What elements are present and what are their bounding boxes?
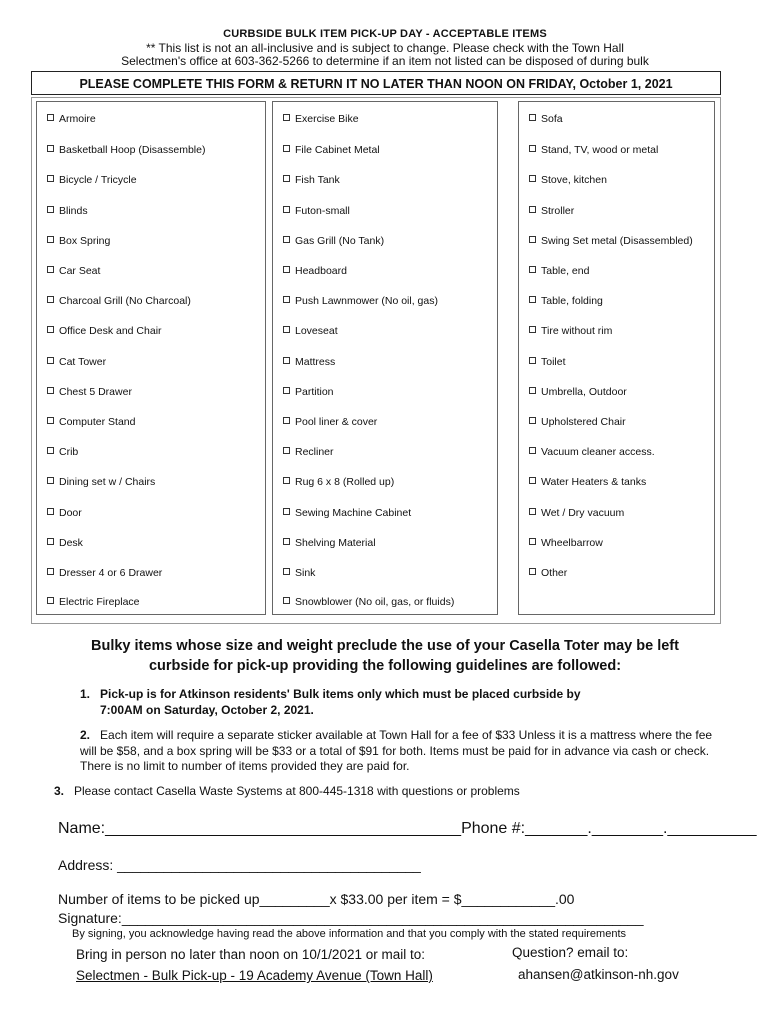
- guideline-2: 2. Each item will require a separate sticker available at Town Hall for a fee of $33 Unless it is a mattress where the fee will be $58, and a box spring will be $33 or a total of $91 for both. Items must be paid for in advance via cash or check. There is no limit to number of items provided they are paid for.: [80, 728, 713, 773]
- item-table-folding[interactable]: [529, 295, 603, 307]
- address-row: [58, 857, 421, 873]
- items-column-3: [518, 101, 715, 615]
- checkbox-icon[interactable]: [47, 538, 54, 545]
- checkbox-icon[interactable]: [529, 508, 536, 515]
- item-vacuum-cleaner-access[interactable]: [529, 446, 655, 458]
- item-label: Sewing Machine Cabinet: [295, 507, 412, 519]
- item-wheelbarrow[interactable]: [529, 537, 603, 549]
- item-tire-without-rim[interactable]: [529, 325, 612, 337]
- item-label: Door: [59, 507, 82, 519]
- checkbox-icon[interactable]: [529, 296, 536, 303]
- signature-field[interactable]: ___________________________________________________________________: [121, 910, 644, 926]
- checkbox-icon[interactable]: [47, 266, 54, 273]
- checkbox-icon[interactable]: [283, 296, 290, 303]
- item-dresser-4-or-6-drawer[interactable]: [47, 567, 162, 579]
- checkbox-icon[interactable]: [283, 145, 290, 152]
- item-electric-fireplace[interactable]: [47, 596, 140, 608]
- phone-field[interactable]: _______.________.__________: [525, 820, 757, 837]
- item-label: Stroller: [541, 205, 575, 217]
- checkbox-icon[interactable]: [47, 175, 54, 182]
- item-label: Car Seat: [59, 265, 101, 277]
- item-stand-tv-wood-or-metal[interactable]: [529, 144, 658, 156]
- item-label: Wet / Dry vacuum: [541, 507, 625, 519]
- item-office-desk-and-chair[interactable]: [47, 325, 162, 337]
- checkbox-icon[interactable]: [283, 447, 290, 454]
- checkbox-icon[interactable]: [283, 538, 290, 545]
- checkbox-icon[interactable]: [529, 206, 536, 213]
- checkbox-icon[interactable]: [47, 387, 54, 394]
- item-desk[interactable]: [47, 537, 83, 549]
- item-label: Swing Set metal (Disassembled): [541, 235, 693, 247]
- address-field[interactable]: _______________________________________: [117, 857, 421, 873]
- item-label: Box Spring: [59, 235, 111, 247]
- question-label: Question? email to:: [512, 945, 629, 960]
- item-blinds[interactable]: [47, 205, 88, 217]
- item-label: Cat Tower: [59, 356, 107, 368]
- checkbox-icon[interactable]: [47, 357, 54, 364]
- item-label: Exercise Bike: [295, 113, 359, 125]
- item-label: Mattress: [295, 356, 336, 368]
- item-label: Office Desk and Chair: [59, 325, 162, 337]
- item-label: Armoire: [59, 113, 96, 125]
- item-label: Loveseat: [295, 325, 338, 337]
- item-label: Sofa: [541, 113, 563, 125]
- guideline-1: 1. Pick-up is for Atkinson residents' Bulk items only which must be placed curbside by 7:00AM on Saturday, October 2, 2021.: [80, 687, 581, 717]
- name-label: Name:: [58, 820, 106, 837]
- item-label: Gas Grill (No Tank): [295, 235, 385, 247]
- deadline-banner: PLEASE COMPLETE THIS FORM & RETURN IT NO LATER THAN NOON ON FRIDAY, October 1, 2021: [31, 71, 721, 95]
- item-mattress[interactable]: [283, 356, 335, 368]
- item-label: Toilet: [541, 356, 566, 368]
- item-basketball-hoop-disassemble[interactable]: [47, 144, 205, 156]
- item-sofa[interactable]: [529, 113, 563, 125]
- checkbox-icon[interactable]: [283, 387, 290, 394]
- checkbox-icon[interactable]: [283, 568, 290, 575]
- checkbox-icon[interactable]: [283, 236, 290, 243]
- item-pool-liner-cover[interactable]: [283, 416, 377, 428]
- item-shelving-material[interactable]: [283, 537, 376, 549]
- checkbox-icon[interactable]: [529, 538, 536, 545]
- guideline-3: 3. Please contact Casella Waste Systems at 800-445-1318 with questions or problems: [54, 784, 520, 798]
- guidelines-intro: Bulky items whose size and weight preclude the use of your Casella Toter may be left curbside for pick-up providing the following guidelines are followed:: [91, 638, 679, 674]
- item-label: Shelving Material: [295, 537, 376, 549]
- checkbox-icon[interactable]: [283, 508, 290, 515]
- item-bicycle-tricycle[interactable]: [47, 174, 137, 186]
- item-partition[interactable]: [283, 386, 334, 398]
- checkbox-icon[interactable]: [529, 266, 536, 273]
- checkbox-icon[interactable]: [283, 266, 290, 273]
- item-label: Bicycle / Tricycle: [59, 174, 137, 186]
- item-charcoal-grill-no-charcoal[interactable]: [47, 295, 191, 307]
- checkbox-icon[interactable]: [47, 236, 54, 243]
- item-futon-small[interactable]: [283, 205, 350, 217]
- item-label: Pool liner & cover: [295, 416, 378, 428]
- disclaimer-line-1: ** This list is not an all-inclusive and is subject to change. Please check with the Town Hall: [146, 41, 624, 55]
- checkbox-icon[interactable]: [283, 326, 290, 333]
- item-label: Blinds: [59, 205, 88, 217]
- item-label: Electric Fireplace: [59, 596, 140, 608]
- item-stroller[interactable]: [529, 205, 574, 217]
- item-label: File Cabinet Metal: [295, 144, 380, 156]
- disclaimer-line-2: Selectmen's office at 603-362-5266 to determine if an item not listed can be disposed of during bulk: [121, 54, 649, 68]
- item-computer-stand[interactable]: [47, 416, 135, 428]
- checkbox-icon[interactable]: [47, 477, 54, 484]
- checkbox-icon[interactable]: [283, 175, 290, 182]
- checkbox-icon[interactable]: [529, 145, 536, 152]
- signature-label: Signature:: [58, 910, 122, 926]
- signature-row: [58, 910, 644, 926]
- item-stove-kitchen[interactable]: [529, 174, 607, 186]
- checkbox-icon[interactable]: [47, 326, 54, 333]
- item-label: Umbrella, Outdoor: [541, 386, 627, 398]
- bring-in-text: Bring in person no later than noon on 10/1/2021 or mail to:: [76, 947, 425, 962]
- item-label: Dining set w / Chairs: [59, 476, 156, 488]
- checkbox-icon[interactable]: [283, 206, 290, 213]
- checkbox-icon[interactable]: [529, 387, 536, 394]
- item-label: Stove, kitchen: [541, 174, 607, 186]
- item-snowblower-no-oil-gas-or-fluids[interactable]: [283, 596, 454, 608]
- item-label: Computer Stand: [59, 416, 136, 428]
- item-label: Stand, TV, wood or metal: [541, 144, 659, 156]
- item-armoire[interactable]: [47, 113, 96, 125]
- item-other[interactable]: [529, 567, 567, 579]
- item-label: Table, end: [541, 265, 590, 277]
- total-suffix: .00: [554, 891, 575, 907]
- checkbox-icon[interactable]: [529, 175, 536, 182]
- name-field[interactable]: ________________________________________: [105, 820, 462, 837]
- item-recliner[interactable]: [283, 446, 334, 458]
- acknowledgement-text: By signing, you acknowledge having read the above information and that you comply with the stated requirements: [72, 928, 626, 940]
- item-count-row: [58, 891, 574, 907]
- checkbox-icon[interactable]: [529, 357, 536, 364]
- item-label: Table, folding: [541, 295, 603, 307]
- checkbox-icon[interactable]: [283, 417, 290, 424]
- item-box-spring[interactable]: [47, 235, 110, 247]
- item-label: Headboard: [295, 265, 347, 277]
- item-crib[interactable]: [47, 446, 78, 458]
- item-label: Wheelbarrow: [541, 537, 603, 549]
- item-car-seat[interactable]: [47, 265, 100, 277]
- form-title: CURBSIDE BULK ITEM PICK-UP DAY - ACCEPTABLE ITEMS: [223, 28, 547, 40]
- phone-label: Phone #:: [461, 820, 526, 837]
- checkbox-icon[interactable]: [529, 568, 536, 575]
- item-headboard[interactable]: [283, 265, 347, 277]
- item-push-lawnmower-no-oil-gas[interactable]: [283, 295, 438, 307]
- item-label: Sink: [295, 567, 316, 579]
- item-sink[interactable]: [283, 567, 315, 579]
- checkbox-icon[interactable]: [47, 447, 54, 454]
- price-text: x $33.00 per item = $: [329, 891, 462, 907]
- checkbox-icon[interactable]: [47, 417, 54, 424]
- item-fish-tank[interactable]: [283, 174, 340, 186]
- checkbox-icon[interactable]: [47, 206, 54, 213]
- item-count-label: Number of items to be picked up: [58, 891, 260, 907]
- item-cat-tower[interactable]: [47, 356, 106, 368]
- items-column-2: [272, 101, 498, 615]
- mailing-address: Selectmen - Bulk Pick-up - 19 Academy Avenue (Town Hall): [76, 968, 433, 983]
- contact-email[interactable]: ahansen@atkinson-nh.gov: [518, 967, 679, 982]
- item-label: Water Heaters & tanks: [541, 476, 647, 488]
- item-label: Partition: [295, 386, 334, 398]
- checkbox-icon[interactable]: [529, 114, 536, 121]
- item-label: Rug 6 x 8 (Rolled up): [295, 476, 395, 488]
- item-label: Upholstered Chair: [541, 416, 626, 428]
- total-field[interactable]: ____________: [461, 891, 555, 907]
- item-rug-6-x-8-rolled-up[interactable]: [283, 476, 394, 488]
- checkbox-icon[interactable]: [47, 296, 54, 303]
- checkbox-icon[interactable]: [47, 508, 54, 515]
- name-phone-row: [58, 820, 756, 838]
- item-label: Charcoal Grill (No Charcoal): [59, 295, 191, 307]
- item-gas-grill-no-tank[interactable]: [283, 235, 384, 247]
- checkbox-icon[interactable]: [529, 236, 536, 243]
- item-label: Futon-small: [295, 205, 350, 217]
- item-exercise-bike[interactable]: [283, 113, 359, 125]
- checkbox-icon[interactable]: [529, 417, 536, 424]
- item-label: Vacuum cleaner access.: [541, 446, 655, 458]
- item-label: Push Lawnmower (No oil, gas): [295, 295, 438, 307]
- item-upholstered-chair[interactable]: [529, 416, 626, 428]
- item-swing-set-metal-disassembled[interactable]: [529, 235, 693, 247]
- checkbox-icon[interactable]: [283, 477, 290, 484]
- checkbox-icon[interactable]: [529, 477, 536, 484]
- items-column-1: [36, 101, 266, 615]
- item-label: Basketball Hoop (Disassemble): [59, 144, 206, 156]
- checkbox-icon[interactable]: [529, 326, 536, 333]
- item-toilet[interactable]: [529, 356, 566, 368]
- item-label: Crib: [59, 446, 79, 458]
- item-sewing-machine-cabinet[interactable]: [283, 507, 411, 519]
- checkbox-icon[interactable]: [529, 447, 536, 454]
- item-label: Chest 5 Drawer: [59, 386, 132, 398]
- checkbox-icon[interactable]: [47, 145, 54, 152]
- item-dining-set-w-chairs[interactable]: [47, 476, 155, 488]
- item-label: Fish Tank: [295, 174, 340, 186]
- item-umbrella-outdoor[interactable]: [529, 386, 627, 398]
- item-label: Snowblower (No oil, gas, or fluids): [295, 596, 455, 608]
- checkbox-icon[interactable]: [283, 357, 290, 364]
- item-door[interactable]: [47, 507, 82, 519]
- checkbox-icon[interactable]: [47, 568, 54, 575]
- checkbox-icon[interactable]: [47, 597, 54, 604]
- item-label: Dresser 4 or 6 Drawer: [59, 567, 163, 579]
- checkbox-icon[interactable]: [283, 597, 290, 604]
- item-count-field[interactable]: _________: [259, 891, 330, 907]
- item-chest-5-drawer[interactable]: [47, 386, 132, 398]
- item-wet-dry-vacuum[interactable]: [529, 507, 624, 519]
- item-label: Desk: [59, 537, 83, 549]
- address-label: Address:: [58, 857, 114, 873]
- item-loveseat[interactable]: [283, 325, 338, 337]
- item-water-heaters-tanks[interactable]: [529, 476, 646, 488]
- item-table-end[interactable]: [529, 265, 589, 277]
- item-label: Other: [541, 567, 568, 579]
- item-file-cabinet-metal[interactable]: [283, 144, 380, 156]
- checkbox-icon[interactable]: [283, 114, 290, 121]
- item-label: Recliner: [295, 446, 334, 458]
- item-label: Tire without rim: [541, 325, 613, 337]
- checkbox-icon[interactable]: [47, 114, 54, 121]
